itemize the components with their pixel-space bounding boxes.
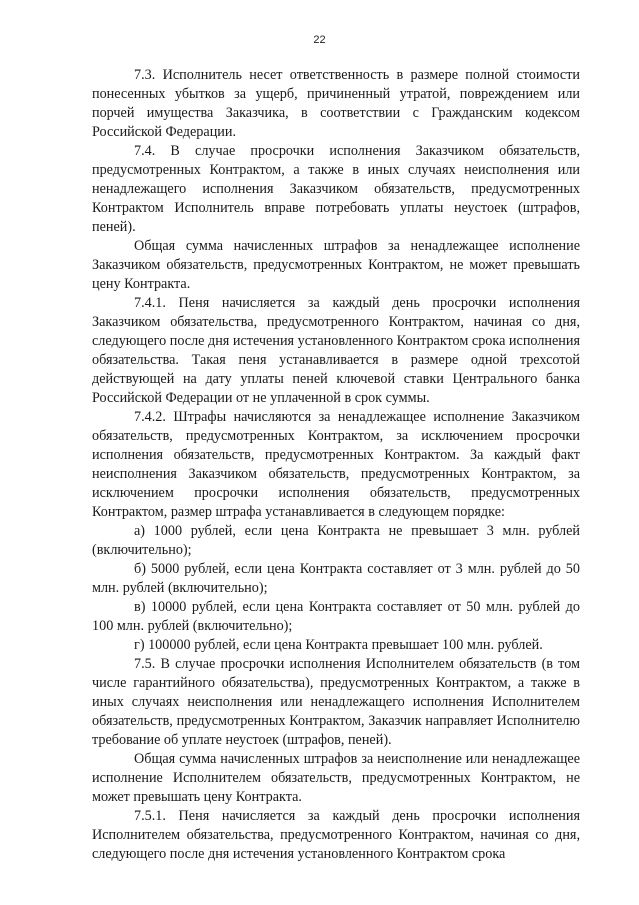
paragraph-7-4-2: 7.4.2. Штрафы начисляются за ненадлежащее исполнение Заказчиком обязательств, предусмотренных Контрактом, за исключением просрочки исполнения обязательств, предусмотренных Контрактом. За каждый факт неисполнения Заказчиком обязательств, предусмотренных Контрактом, за исключением просрочки исполнения обязательств, предусмотренных Контрактом, размер штрафа устанавливается в следующем порядке: — [92, 409, 580, 520]
document-body — [92, 66, 580, 864]
list-item-a: а) 1000 рублей, если цена Контракта не превышает 3 млн. рублей (включительно); — [92, 523, 580, 558]
paragraph-7-3: 7.3. Исполнитель несет ответственность в размере полной стоимости понесенных убытков за ущерб, причиненный утратой, повреждением или порчей имущества Заказчика, в соответствии с Гражданским кодексом Российской Федерации. — [92, 67, 580, 140]
paragraph-7-4-1: 7.4.1. Пеня начисляется за каждый день просрочки исполнения Заказчиком обязательства, предусмотренного Контрактом, начиная со дня, следующего после дня истечения установленного Контрактом срока исполнения обязательства. Такая пеня устанавливается в размере одной трехсотой действующей на дату уплаты пеней ключевой ставки Центрального банка Российской Федерации от не уплаченной в срок суммы. — [92, 295, 580, 406]
page-number: 22 — [313, 34, 326, 46]
list-item-v: в) 10000 рублей, если цена Контракта составляет от 50 млн. рублей до 100 млн. рублей (включительно); — [92, 599, 580, 634]
list-item-b: б) 5000 рублей, если цена Контракта составляет от 3 млн. рублей до 50 млн. рублей (включительно); — [92, 561, 580, 596]
paragraph-7-5: 7.5. В случае просрочки исполнения Исполнителем обязательств (в том числе гарантийного обязательства), предусмотренных Контрактом, а также в иных случаях неисполнения или ненадлежащего исполнения Исполнителем обязательств, предусмотренных Контрактом, Заказчик направляет Исполнителю требование об уплате неустоек (штрафов, пеней). — [92, 656, 580, 748]
paragraph-7-4: 7.4. В случае просрочки исполнения Заказчиком обязательств, предусмотренных Контрактом, а также в иных случаях неисполнения или ненадлежащего исполнения Заказчиком обязательств, предусмотренных Контрактом Исполнитель вправе потребовать уплаты неустоек (штрафов, пеней). — [92, 143, 580, 235]
list-item-g: г) 100000 рублей, если цена Контракта превышает 100 млн. рублей. — [134, 637, 543, 653]
paragraph-customer-penalty-cap: Общая сумма начисленных штрафов за ненадлежащее исполнение Заказчиком обязательств, предусмотренных Контрактом, не может превышать цену Контракта. — [92, 238, 580, 292]
paragraph-7-5-1: 7.5.1. Пеня начисляется за каждый день просрочки исполнения Исполнителем обязательства, предусмотренного Контрактом, начиная со дня, следующего после дня истечения установленного Контрактом срока — [92, 808, 580, 862]
paragraph-contractor-penalty-cap: Общая сумма начисленных штрафов за неисполнение или ненадлежащее исполнение Исполнителем обязательств, предусмотренных Контрактом, не может превышать цену Контракта. — [92, 751, 580, 805]
